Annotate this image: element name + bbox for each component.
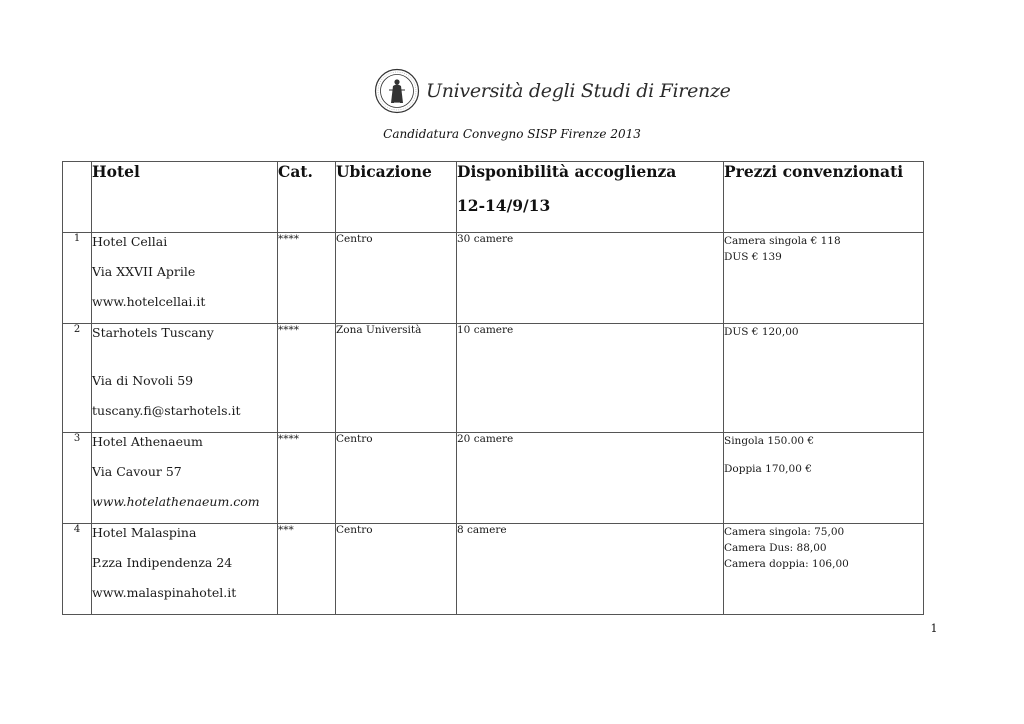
hotel-category: **** [278,433,336,524]
hotel-website: www.malaspinahotel.it [92,585,237,600]
page-header [0,64,1024,120]
hotel-cell [92,433,278,524]
hotel-name: Hotel Cellai [92,234,168,249]
hotel-location: Centro [336,433,457,524]
hotel-location: Zona Università [336,324,457,433]
header-hotel: Hotel [92,162,278,233]
hotel-cell [92,524,278,615]
page-number: 1 [930,622,938,635]
hotel-cell [92,324,278,433]
header-category: Cat. [278,162,336,233]
university-logo [374,68,731,116]
row-number: 2 [63,324,92,433]
hotel-prices [724,524,924,615]
price-line: Camera doppia: 106,00 [724,558,849,570]
hotel-prices [724,433,924,524]
price-line: Camera Dus: 88,00 [724,542,827,554]
hotel-location: Centro [336,233,457,324]
table-row [63,233,924,324]
row-number: 3 [63,433,92,524]
price-line: Camera singola € 118 [724,235,841,247]
hotel-email: tuscany.fi@starhotels.it [92,403,241,418]
hotel-cell [92,233,278,324]
hotel-name: Starhotels Tuscany [92,325,214,340]
hotel-availability: 8 camere [457,524,724,615]
hotel-category: **** [278,324,336,433]
hotel-category: *** [278,524,336,615]
hotel-location: Centro [336,524,457,615]
hotel-name: Hotel Athenaeum [92,434,203,449]
hotel-address: Via XXVII Aprile [92,264,196,279]
header-num [63,162,92,233]
document-subtitle: Candidatura Convegno SISP Firenze 2013 [383,127,641,141]
university-seal-icon [374,68,420,114]
price-line: DUS € 139 [724,251,782,263]
hotels-table [62,161,924,615]
price-line: Doppia 170,00 € [724,463,812,475]
table-row [63,433,924,524]
header-location: Ubicazione [336,162,457,233]
hotel-address: Via Cavour 57 [92,464,182,479]
hotel-category: **** [278,233,336,324]
price-line: Camera singola: 75,00 [724,526,845,538]
hotel-prices [724,324,924,433]
row-number: 4 [63,524,92,615]
hotel-availability: 20 camere [457,433,724,524]
hotel-availability: 30 camere [457,233,724,324]
table-row [63,524,924,615]
table-header-row [63,162,924,233]
price-line: Singola 150.00 € [724,435,815,447]
hotel-website: www.hotelathenaeum.com [92,494,260,509]
hotel-address: P.zza Indipendenza 24 [92,555,233,570]
hotel-website: www.hotelcellai.it [92,294,206,309]
price-line: DUS € 120,00 [724,326,799,338]
university-wordmark: Università degli Studi di Firenze [426,80,731,102]
header-availability-line1: Disponibilità accoglienza [457,162,677,181]
hotel-availability: 10 camere [457,324,724,433]
row-number: 1 [63,233,92,324]
header-prices: Prezzi convenzionati [724,162,924,233]
table-row [63,324,924,433]
header-availability-dates: 12-14/9/13 [457,196,551,215]
hotel-prices [724,233,924,324]
header-availability [457,162,724,233]
hotel-address: Via di Novoli 59 [92,373,194,388]
hotel-name: Hotel Malaspina [92,525,197,540]
